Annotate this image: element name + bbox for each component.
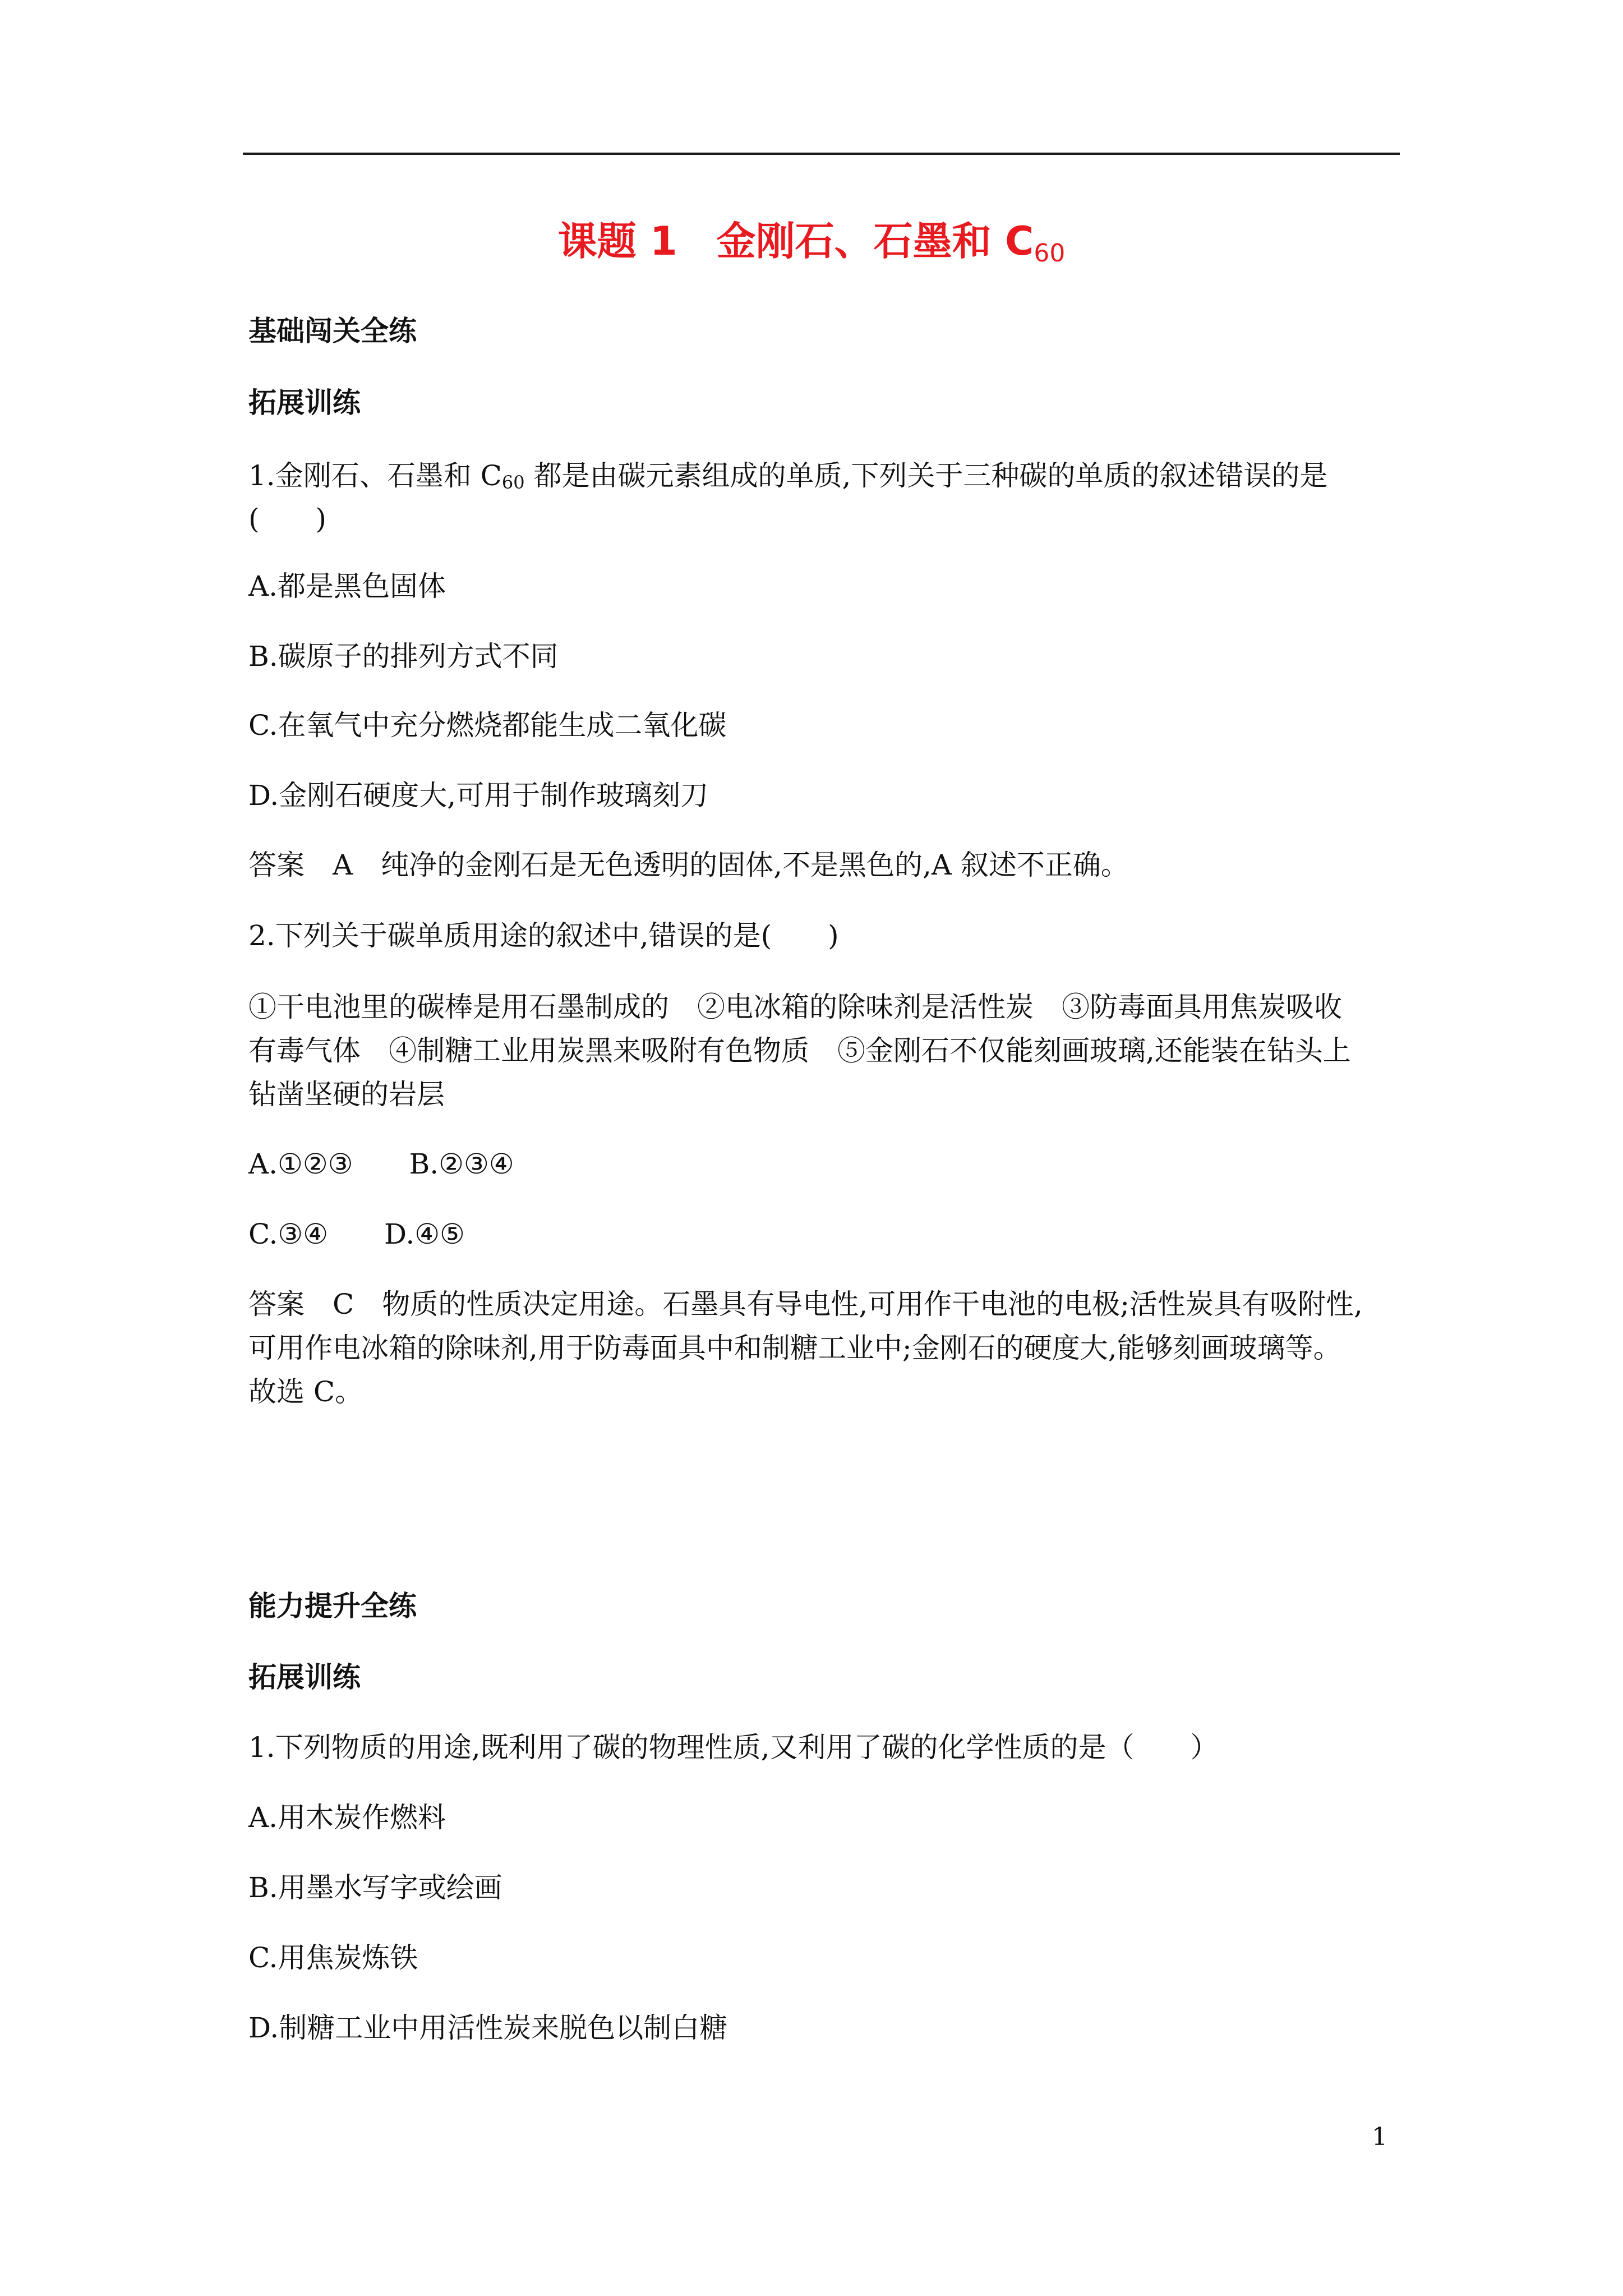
title-subscript: 60 xyxy=(1034,239,1066,268)
q2-option-c: C.③④ xyxy=(248,1218,329,1250)
page-number: 1 xyxy=(1372,2123,1387,2151)
q1-option-b: B.碳原子的排列方式不同 xyxy=(248,640,559,673)
section2-question-1-stem: 1.下列物质的用途,既利用了碳的物理性质,又利用了碳的化学性质的是（ ） xyxy=(248,1731,1219,1764)
q2-statement-line: 钻凿坚硬的岩层 xyxy=(248,1078,445,1111)
header-rule xyxy=(243,153,1400,155)
q1-option-d: D.金刚石硬度大,可用于制作玻璃刻刀 xyxy=(248,779,709,812)
q2-answer-line: 故选 C。 xyxy=(248,1375,363,1408)
q2-option-a: A.①②③ xyxy=(248,1148,353,1180)
s2-q1-option-d: D.制糖工业中用活性炭来脱色以制白糖 xyxy=(248,2012,728,2044)
q1-option-c: C.在氧气中充分燃烧都能生成二氧化碳 xyxy=(248,709,727,742)
q2-answer-line: 可用作电冰箱的除味剂,用于防毒面具中和制糖工业中;金刚石的硬度大,能够刻画玻璃等。 xyxy=(248,1332,1341,1364)
q2-option-d: D.④⑤ xyxy=(384,1218,465,1250)
subheading-extension-2: 拓展训练 xyxy=(248,1661,361,1694)
q2-statement-line: 有毒气体 ④制糖工业用炭黑来吸附有色物质 ⑤金刚石不仅能刻画玻璃,还能装在钻头上 xyxy=(248,1034,1351,1067)
question-1-paren: ( ) xyxy=(248,503,327,535)
subheading-extension-1: 拓展训练 xyxy=(248,386,361,419)
q2-options-row-1 xyxy=(248,1142,514,1186)
q2-answer-line: 答案 C 物质的性质决定用途。石墨具有导电性,可用作干电池的电极;活性炭具有吸附性, xyxy=(248,1288,1363,1320)
s2-q1-option-a: A.用木炭作燃料 xyxy=(248,1801,446,1834)
question-2-stem: 2.下列关于碳单质用途的叙述中,错误的是( ) xyxy=(248,919,839,952)
q2-statement-line: ①干电池里的碳棒是用石墨制成的 ②电冰箱的除味剂是活性炭 ③防毒面具用焦炭吸收 xyxy=(248,991,1342,1023)
s2-q1-option-c: C.用焦炭炼铁 xyxy=(248,1941,418,1974)
q1-answer: 答案 A 纯净的金刚石是无色透明的固体,不是黑色的,A 叙述不正确。 xyxy=(248,849,1129,881)
section-heading-ability: 能力提升全练 xyxy=(248,1590,417,1622)
s2-q1-option-b: B.用墨水写字或绘画 xyxy=(248,1871,502,1904)
q1-option-a: A.都是黑色固体 xyxy=(248,570,446,602)
q2-options-row-2 xyxy=(248,1212,465,1257)
q2-option-b: B.②③④ xyxy=(409,1148,514,1180)
section-heading-basic: 基础闯关全练 xyxy=(248,315,417,347)
page-title: 课题 1 金刚石、石墨和 $C_{60}$ xyxy=(557,218,1066,268)
question-1-stem: 1.金刚石、石墨和 $C_{60}$ 都是由碳元素组成的单质,下列关于三种碳的单质的叙述错误的是 xyxy=(248,459,1328,493)
